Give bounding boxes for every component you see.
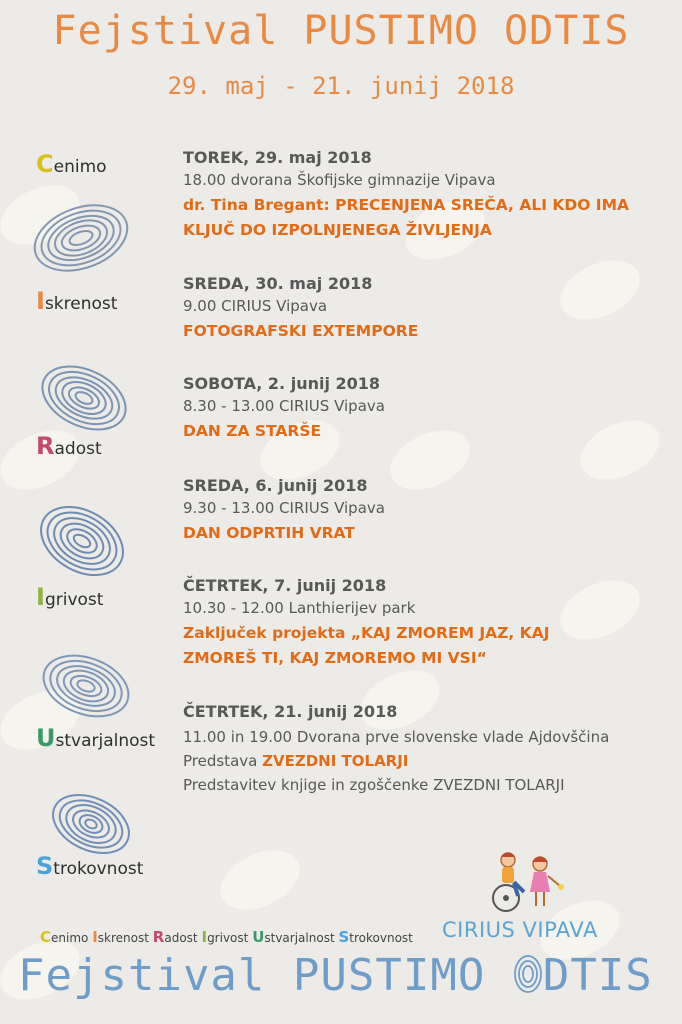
- value-rest: stvarjalnost: [55, 731, 156, 751]
- strip-rest: adost: [164, 931, 198, 945]
- event-title: KLJUČ DO IZPOLNJENEGA ŽIVLJENJA: [183, 221, 492, 239]
- event-date: SREDA, 6. junij 2018: [183, 476, 368, 495]
- value-rest: adost: [54, 439, 102, 459]
- event-block: [183, 476, 673, 546]
- event-title: DAN ODPRTIH VRAT: [183, 524, 355, 542]
- event-date: SREDA, 30. maj 2018: [183, 274, 373, 293]
- strip-initial: R: [152, 928, 165, 946]
- value-initial: R: [36, 432, 55, 460]
- fingerprint-icon: [46, 786, 136, 862]
- value-rest: grivost: [44, 590, 104, 610]
- event-performance: [183, 749, 673, 773]
- event-block: [183, 274, 673, 344]
- value-word-iskrenost: [36, 287, 117, 315]
- value-word-ustvarjalnost: [36, 724, 155, 752]
- strip-rest: grivost: [207, 931, 249, 945]
- strip-initial: I: [92, 928, 98, 946]
- children-mascot-icon: [484, 848, 570, 914]
- strip-rest: skrenost: [97, 931, 149, 945]
- event-place: 9.00 CIRIUS Vipava: [183, 297, 328, 315]
- event-place: 8.30 - 13.00 CIRIUS Vipava: [183, 397, 385, 415]
- event-date: ČETRTEK, 7. junij 2018: [183, 576, 387, 595]
- footer-title-part2: DTIS: [542, 950, 653, 1001]
- event-title: FOTOGRAFSKI EXTEMPORE: [183, 322, 419, 340]
- value-word-igrivost: [36, 583, 103, 611]
- strip-rest: trokovnost: [349, 931, 413, 945]
- event-title: Zaključek projekta „KAJ ZMOREM JAZ, KAJ: [183, 624, 550, 642]
- value-rest: enimo: [53, 157, 107, 177]
- event-block: [183, 148, 673, 243]
- event-date: ČETRTEK, 21. junij 2018: [183, 702, 398, 721]
- event-block: [183, 576, 673, 671]
- event-block: [183, 702, 673, 797]
- cirius-vipava-label: CIRIUS VIPAVA: [442, 918, 598, 942]
- strip-initial: S: [338, 928, 350, 946]
- strip-initial: U: [252, 928, 265, 946]
- performance-prefix: Predstava: [183, 752, 263, 770]
- footer-title: [18, 950, 668, 1001]
- value-rest: skrenost: [44, 294, 118, 314]
- fingerprint-o-icon: [513, 954, 543, 994]
- performance-title: ZVEZDNI TOLARJI: [262, 752, 409, 770]
- event-title: DAN ZA STARŠE: [183, 422, 322, 440]
- values-strip: [40, 928, 413, 946]
- strip-initial: C: [40, 928, 52, 946]
- event-date: TOREK, 29. maj 2018: [183, 148, 372, 167]
- value-initial: C: [36, 150, 54, 178]
- poster-title: Fejstival PUSTIMO ODTIS: [52, 8, 630, 54]
- event-presentation: Predstavitev knjige in zgoščenke ZVEZDNI TOLARJI: [183, 776, 565, 794]
- strip-initial: I: [201, 928, 208, 946]
- value-initial: I: [36, 287, 45, 315]
- strip-rest: stvarjalnost: [264, 931, 335, 945]
- value-rest: trokovnost: [53, 859, 144, 879]
- event-date: SOBOTA, 2. junij 2018: [183, 374, 381, 393]
- fingerprint-icon: [36, 646, 136, 726]
- event-place: 11.00 in 19.00 Dvorana prve slovenske vlade Ajdovščina: [183, 728, 610, 746]
- event-place: 18.00 dvorana Škofijske gimnazije Vipava: [183, 171, 496, 189]
- poster-dates: 29. maj - 21. junij 2018: [167, 72, 515, 100]
- value-word-cenimo: [36, 150, 107, 178]
- event-title: dr. Tina Bregant: PRECENJENA SREČA, ALI KDO IMA: [183, 196, 629, 214]
- strip-rest: enimo: [51, 931, 89, 945]
- footer-title-part1: Fejstival PUSTIMO: [18, 950, 513, 1001]
- value-initial: I: [36, 583, 45, 611]
- event-place: 9.30 - 13.00 CIRIUS Vipava: [183, 499, 385, 517]
- event-block: [183, 374, 673, 444]
- value-initial: U: [36, 724, 56, 752]
- event-title: ZMOREŠ TI, KAJ ZMOREMO MI VSI“: [183, 649, 487, 667]
- fingerprint-icon: [26, 198, 136, 278]
- value-initial: S: [36, 852, 54, 880]
- fingerprint-icon: [34, 358, 134, 438]
- fingerprint-icon: [32, 498, 132, 584]
- event-place: 10.30 - 12.00 Lanthierijev park: [183, 599, 416, 617]
